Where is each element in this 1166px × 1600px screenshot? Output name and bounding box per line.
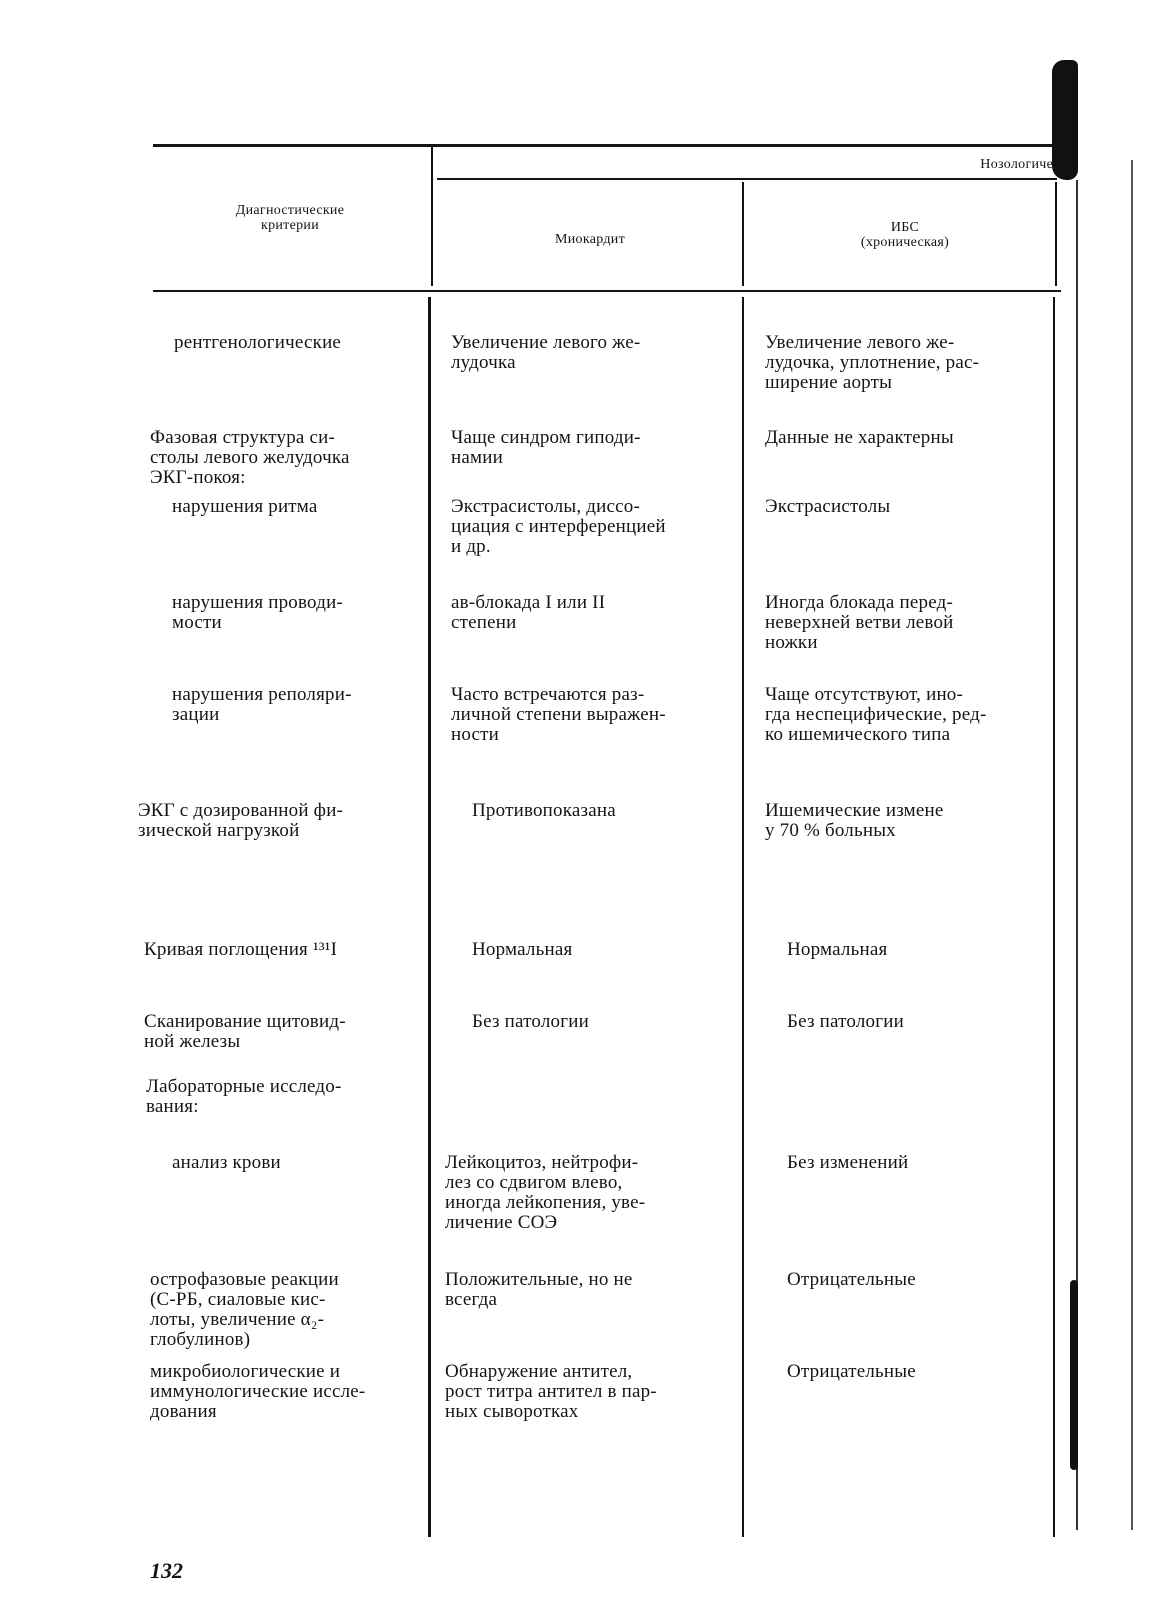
criterion-cell: Сканирование щитовид- ной железы: [144, 1011, 346, 1052]
criterion-cell: рентгенологические: [174, 332, 342, 353]
ibs-cell: Ишемические измене у 70 % больных: [765, 800, 944, 841]
header-ibs: ИБС (хроническая): [860, 220, 950, 250]
criterion-cell: Фазовая структура си- столы левого желудочка ЭКГ-покоя:: [150, 427, 350, 488]
ibs-cell: Иногда блокада перед- неверхней ветви левой ножки: [765, 592, 954, 653]
ibs-cell: Без изменений: [787, 1152, 909, 1173]
ibs-cell: Нормальная: [787, 939, 888, 960]
column-divider-1-body: [428, 297, 431, 1537]
criterion-cell: нарушения проводи- мости: [172, 592, 343, 633]
myocarditis-cell: Экстрасистолы, диссо- циация с интерференцией и др.: [451, 496, 666, 557]
table-top-rule: [153, 144, 1061, 147]
criterion-cell: нарушения ритма: [172, 496, 318, 517]
ibs-cell: Данные не характерны: [765, 427, 954, 448]
far-right-edge-line: [1131, 160, 1133, 1530]
criterion-cell: ЭКГ с дозированной фи- зической нагрузкой: [138, 800, 344, 841]
column-divider-1-header: [431, 146, 433, 286]
myocarditis-cell: ав-блокада I или II степени: [451, 592, 606, 633]
column-divider-2-header: [742, 182, 744, 286]
column-divider-3-body: [1053, 297, 1055, 1537]
ibs-cell: Без патологии: [787, 1011, 904, 1032]
column-divider-3-header: [1055, 182, 1057, 286]
ibs-cell: Отрицательные: [787, 1269, 916, 1290]
criterion-cell: нарушения реполяри- зации: [172, 684, 352, 725]
criterion-cell: Кривая поглощения ¹³¹I: [144, 939, 338, 960]
myocarditis-cell: Противопоказана: [472, 800, 616, 821]
header-group-rule: [437, 178, 1057, 180]
myocarditis-cell: Положительные, но не всегда: [445, 1269, 633, 1310]
header-criteria: Диагностические критерии: [235, 203, 345, 233]
header-group-label: Нозологичес: [980, 157, 1060, 172]
page-number: 132: [150, 1558, 183, 1583]
criterion-cell: острофазовые реакции (С-РБ, сиаловые кис- лоты, увеличение α₂- глобулинов): [150, 1269, 339, 1350]
myocarditis-cell: Нормальная: [472, 939, 573, 960]
column-divider-2-body: [742, 297, 744, 1537]
myocarditis-cell: Обнаружение антител, рост титра антител в пар- ных сыворотках: [445, 1361, 657, 1422]
criterion-cell: Лабораторные исследо- вания:: [146, 1076, 342, 1117]
criterion-cell: микробиологические и иммунологические иссле- дования: [150, 1361, 366, 1422]
ibs-cell: Чаще отсутствуют, ино- гда неспецифические, ред- ко ишемического типа: [765, 684, 987, 745]
ibs-cell: Отрицательные: [787, 1361, 916, 1382]
myocarditis-cell: Чаще синдром гиподи- намии: [451, 427, 641, 468]
header-bottom-rule: [153, 290, 1061, 292]
criterion-cell: анализ крови: [172, 1152, 281, 1173]
myocarditis-cell: Часто встречаются раз- личной степени выражен- ности: [451, 684, 666, 745]
ibs-cell: Экстрасистолы: [765, 496, 891, 517]
myocarditis-cell: Увеличение левого же- лудочка: [451, 332, 641, 373]
ibs-cell: Увеличение левого же- лудочка, уплотнение, рас- ширение аорты: [765, 332, 980, 393]
myocarditis-cell: Без патологии: [472, 1011, 589, 1032]
myocarditis-cell: Лейкоцитоз, нейтрофи- лез со сдвигом влево, иногда лейкопения, уве- личение СОЭ: [445, 1152, 646, 1233]
header-myocarditis: Миокардит: [555, 232, 625, 247]
